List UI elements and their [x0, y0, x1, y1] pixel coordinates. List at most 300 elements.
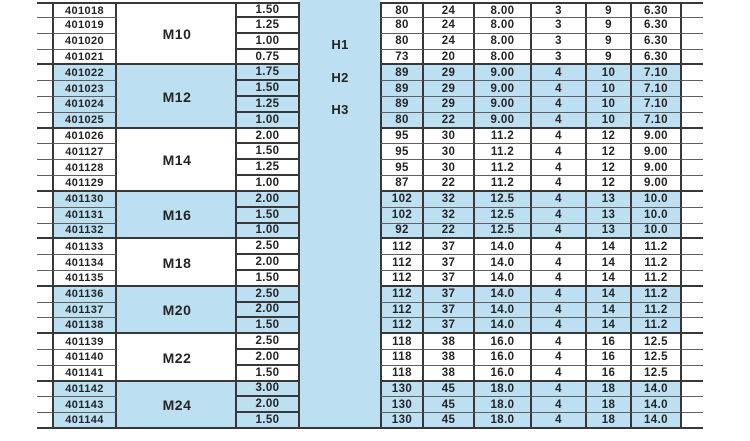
article-number-cell: 401018 [52, 2, 117, 18]
tolerance-spacer [300, 113, 380, 129]
dimension-cell: 14.0 [475, 255, 532, 271]
article-number-cell: 401128 [52, 160, 117, 176]
pitch-cell: 1.00 [237, 176, 300, 192]
table-row [37, 382, 703, 398]
stub-left [37, 18, 52, 34]
dimension-cell: 95 [380, 129, 424, 145]
pitch-cell: 1.50 [237, 81, 300, 97]
stub-left [37, 239, 52, 255]
thread-size-cell [117, 303, 237, 319]
dimension-cell: 118 [380, 334, 424, 350]
dimension-cell: 8.00 [475, 50, 532, 66]
table-row [37, 113, 703, 129]
stub-right [682, 303, 703, 319]
tolerance-class-label: H2 [331, 70, 349, 85]
tolerance-spacer [300, 50, 380, 66]
dimension-cell: 4 [532, 176, 587, 192]
dimension-cell: 102 [380, 192, 424, 208]
dimension-cell: 14 [587, 271, 632, 287]
dimension-cell: 13 [587, 208, 632, 224]
article-number-cell: 401023 [52, 81, 117, 97]
dimension-cell: 10 [587, 97, 632, 113]
dimension-cell: 4 [532, 382, 587, 398]
dimension-cell: 3 [532, 18, 587, 34]
thread-size-cell [117, 271, 237, 287]
dimension-cell: 11.2 [632, 255, 682, 271]
dimension-cell: 14.0 [632, 382, 682, 398]
table-row [37, 2, 703, 18]
dimension-cell: 38 [424, 350, 475, 366]
thread-size-label: M20 [162, 302, 192, 319]
thread-size-cell [117, 287, 237, 303]
tolerance-spacer [300, 144, 380, 160]
dimension-cell: 12.5 [475, 224, 532, 240]
dimension-cell: 4 [532, 81, 587, 97]
thread-size-label: M12 [162, 88, 192, 105]
article-number-cell: 401026 [52, 129, 117, 145]
dimension-cell: 112 [380, 271, 424, 287]
pitch-cell: 3.00 [237, 382, 300, 398]
dimension-cell: 95 [380, 144, 424, 160]
dimension-cell: 12 [587, 129, 632, 145]
table-row [37, 50, 703, 66]
article-number-cell: 401020 [52, 34, 117, 50]
thread-size-label: M18 [162, 254, 192, 271]
dimension-cell: 22 [424, 176, 475, 192]
tolerance-spacer [300, 192, 380, 208]
article-number-cell: 401141 [52, 366, 117, 382]
dimension-cell: 11.2 [475, 160, 532, 176]
stub-right [682, 224, 703, 240]
pitch-cell: 2.00 [237, 129, 300, 145]
thread-size-cell [117, 18, 237, 34]
pitch-cell: 2.00 [237, 303, 300, 319]
dimension-cell: 12 [587, 160, 632, 176]
article-number-cell: 401021 [52, 50, 117, 66]
dimension-cell: 37 [424, 239, 475, 255]
dimension-cell: 13 [587, 224, 632, 240]
tolerance-spacer [300, 129, 380, 145]
tolerance-spacer [300, 18, 380, 34]
dimension-cell: 24 [424, 2, 475, 18]
thread-size-cell [117, 113, 237, 129]
stub-left [37, 397, 52, 413]
pitch-cell: 1.00 [237, 113, 300, 129]
pitch-cell: 1.25 [237, 97, 300, 113]
dimension-cell: 24 [424, 34, 475, 50]
dimension-cell: 9.00 [632, 144, 682, 160]
tolerance-spacer [300, 176, 380, 192]
dimension-cell: 16.0 [475, 334, 532, 350]
dimension-cell: 11.2 [475, 144, 532, 160]
dimension-cell: 14 [587, 318, 632, 334]
stub-left [37, 334, 52, 350]
pitch-cell: 1.25 [237, 160, 300, 176]
pitch-cell: 1.75 [237, 65, 300, 81]
dimension-cell: 16 [587, 334, 632, 350]
dimension-cell: 14.0 [632, 413, 682, 429]
dimension-cell: 9 [587, 50, 632, 66]
thread-size-cell [117, 318, 237, 334]
dimension-cell: 14.0 [632, 397, 682, 413]
dimension-cell: 80 [380, 2, 424, 18]
pitch-cell: 1.50 [237, 318, 300, 334]
article-number-cell: 401135 [52, 271, 117, 287]
dimension-cell: 8.00 [475, 2, 532, 18]
stub-left [37, 271, 52, 287]
stub-left [37, 2, 52, 18]
stub-right [682, 397, 703, 413]
thread-size-cell [117, 81, 237, 97]
article-number-cell: 401142 [52, 382, 117, 398]
dimension-cell: 6.30 [632, 2, 682, 18]
dimension-cell: 4 [532, 97, 587, 113]
stub-left [37, 65, 52, 81]
pitch-cell: 2.50 [237, 239, 300, 255]
pitch-cell: 1.00 [237, 34, 300, 50]
table-row [37, 239, 703, 255]
spec-table-body [37, 2, 703, 429]
stub-right [682, 239, 703, 255]
stub-left [37, 366, 52, 382]
table-row [37, 271, 703, 287]
dimension-cell: 95 [380, 160, 424, 176]
stub-left [37, 144, 52, 160]
stub-right [682, 2, 703, 18]
pitch-cell: 1.50 [237, 413, 300, 429]
tolerance-spacer [300, 81, 380, 97]
stub-left [37, 34, 52, 50]
tolerance-spacer [300, 255, 380, 271]
article-number-cell: 401025 [52, 113, 117, 129]
dimension-cell: 11.2 [632, 239, 682, 255]
tolerance-spacer [300, 34, 380, 50]
dimension-cell: 12 [587, 176, 632, 192]
dimension-cell: 4 [532, 255, 587, 271]
thread-size-cell [117, 239, 237, 255]
thread-size-label: M22 [162, 349, 192, 366]
article-number-cell: 401022 [52, 65, 117, 81]
dimension-cell: 9.00 [475, 65, 532, 81]
pitch-cell: 2.00 [237, 397, 300, 413]
dimension-cell: 13 [587, 192, 632, 208]
thread-size-cell [117, 160, 237, 176]
dimension-cell: 37 [424, 271, 475, 287]
dimension-cell: 10.0 [632, 208, 682, 224]
dimension-cell: 11.2 [475, 176, 532, 192]
dimension-cell: 9.00 [632, 160, 682, 176]
table-row [37, 34, 703, 50]
stub-left [37, 50, 52, 66]
dimension-cell: 8.00 [475, 34, 532, 50]
stub-left [37, 81, 52, 97]
dimension-cell: 89 [380, 97, 424, 113]
dimension-cell: 3 [532, 2, 587, 18]
dimension-cell: 9.00 [632, 176, 682, 192]
table-row [37, 366, 703, 382]
article-number-cell: 401138 [52, 318, 117, 334]
dimension-cell: 102 [380, 208, 424, 224]
dimension-cell: 38 [424, 334, 475, 350]
dimension-cell: 89 [380, 81, 424, 97]
dimension-cell: 9.00 [475, 113, 532, 129]
dimension-cell: 16.0 [475, 350, 532, 366]
thread-size-label: M24 [162, 397, 192, 414]
pitch-cell: 1.25 [237, 18, 300, 34]
dimension-cell: 130 [380, 397, 424, 413]
tolerance-spacer [300, 303, 380, 319]
thread-size-cell [117, 413, 237, 429]
article-number-cell: 401019 [52, 18, 117, 34]
tolerance-spacer [300, 160, 380, 176]
pitch-cell: 2.00 [237, 350, 300, 366]
dimension-cell: 16 [587, 366, 632, 382]
article-number-cell: 401132 [52, 224, 117, 240]
dimension-cell: 4 [532, 144, 587, 160]
dimension-cell: 9 [587, 2, 632, 18]
dimension-cell: 4 [532, 239, 587, 255]
stub-right [682, 81, 703, 97]
article-number-cell: 401024 [52, 97, 117, 113]
pitch-cell: 1.00 [237, 224, 300, 240]
dimension-cell: 12.5 [475, 208, 532, 224]
pitch-cell: 1.50 [237, 366, 300, 382]
stub-right [682, 34, 703, 50]
thread-size-cell [117, 334, 237, 350]
article-number-cell: 401127 [52, 144, 117, 160]
tolerance-spacer [300, 97, 380, 113]
table-row [37, 350, 703, 366]
table-row [37, 303, 703, 319]
dimension-cell: 30 [424, 129, 475, 145]
dimension-cell: 4 [532, 65, 587, 81]
stub-left [37, 113, 52, 129]
stub-right [682, 413, 703, 429]
tolerance-spacer [300, 350, 380, 366]
dimension-cell: 12 [587, 144, 632, 160]
table-row [37, 287, 703, 303]
tolerance-class-label: H3 [331, 102, 349, 117]
dimension-cell: 14 [587, 239, 632, 255]
dimension-cell: 6.30 [632, 50, 682, 66]
dimension-cell: 4 [532, 397, 587, 413]
table-row [37, 18, 703, 34]
dimension-cell: 7.10 [632, 97, 682, 113]
dimension-cell: 4 [532, 129, 587, 145]
tolerance-spacer [300, 224, 380, 240]
pitch-cell: 1.50 [237, 208, 300, 224]
dimension-cell: 130 [380, 413, 424, 429]
dimension-cell: 12.5 [632, 366, 682, 382]
dimension-cell: 118 [380, 366, 424, 382]
stub-right [682, 97, 703, 113]
thread-size-label: M10 [162, 25, 192, 42]
article-number-cell: 401130 [52, 192, 117, 208]
stub-right [682, 366, 703, 382]
stub-left [37, 97, 52, 113]
dimension-cell: 3 [532, 34, 587, 50]
table-row [37, 160, 703, 176]
article-number-cell: 401144 [52, 413, 117, 429]
dimension-cell: 14.0 [475, 318, 532, 334]
stub-left [37, 303, 52, 319]
stub-left [37, 382, 52, 398]
dimension-cell: 73 [380, 50, 424, 66]
stub-right [682, 160, 703, 176]
dimension-cell: 32 [424, 208, 475, 224]
pitch-cell: 2.00 [237, 192, 300, 208]
thread-size-cell [117, 144, 237, 160]
tolerance-spacer [300, 2, 380, 18]
thread-size-cell [117, 50, 237, 66]
stub-right [682, 113, 703, 129]
thread-size-cell [117, 366, 237, 382]
stub-left [37, 160, 52, 176]
stub-right [682, 192, 703, 208]
dimension-cell: 4 [532, 366, 587, 382]
stub-right [682, 350, 703, 366]
dimension-cell: 9 [587, 18, 632, 34]
stub-right [682, 271, 703, 287]
dimension-cell: 18 [587, 413, 632, 429]
dimension-cell: 89 [380, 65, 424, 81]
thread-size-label: M16 [162, 207, 192, 224]
dimension-cell: 20 [424, 50, 475, 66]
dimension-cell: 130 [380, 382, 424, 398]
dimension-cell: 14.0 [475, 239, 532, 255]
stub-left [37, 350, 52, 366]
dimension-cell: 4 [532, 413, 587, 429]
dimension-cell: 4 [532, 192, 587, 208]
dimension-cell: 4 [532, 224, 587, 240]
stub-left [37, 192, 52, 208]
pitch-cell: 2.50 [237, 334, 300, 350]
table-row [37, 334, 703, 350]
dimension-cell: 37 [424, 287, 475, 303]
dimension-cell: 112 [380, 255, 424, 271]
article-number-cell: 401131 [52, 208, 117, 224]
dimension-cell: 38 [424, 366, 475, 382]
dimension-cell: 80 [380, 18, 424, 34]
tolerance-spacer [300, 413, 380, 429]
dimension-cell: 4 [532, 271, 587, 287]
dimension-cell: 7.10 [632, 113, 682, 129]
thread-size-cell [117, 176, 237, 192]
dimension-cell: 18.0 [475, 382, 532, 398]
dimension-cell: 112 [380, 287, 424, 303]
dimension-cell: 30 [424, 144, 475, 160]
table-row [37, 129, 703, 145]
dimension-cell: 14 [587, 287, 632, 303]
table-row [37, 144, 703, 160]
tolerance-spacer [300, 239, 380, 255]
dimension-cell: 45 [424, 382, 475, 398]
thread-size-cell [117, 224, 237, 240]
table-row [37, 65, 703, 81]
dimension-cell: 14.0 [475, 287, 532, 303]
dimension-cell: 14 [587, 255, 632, 271]
dimension-cell: 22 [424, 113, 475, 129]
dimension-cell: 12.5 [632, 350, 682, 366]
stub-right [682, 334, 703, 350]
dimension-cell: 87 [380, 176, 424, 192]
dimension-cell: 4 [532, 334, 587, 350]
dimension-cell: 9 [587, 34, 632, 50]
tolerance-spacer [300, 287, 380, 303]
dimension-cell: 10 [587, 65, 632, 81]
stub-left [37, 318, 52, 334]
table-row [37, 318, 703, 334]
dimension-cell: 11.2 [632, 303, 682, 319]
table-row [37, 97, 703, 113]
dimension-cell: 4 [532, 303, 587, 319]
tolerance-spacer [300, 334, 380, 350]
dimension-cell: 11.2 [632, 271, 682, 287]
thread-size-cell [117, 208, 237, 224]
tolerance-spacer [300, 271, 380, 287]
dimension-cell: 37 [424, 303, 475, 319]
stub-right [682, 144, 703, 160]
pitch-cell: 2.50 [237, 287, 300, 303]
pitch-cell: 1.50 [237, 2, 300, 18]
article-number-cell: 401129 [52, 176, 117, 192]
stub-right [682, 50, 703, 66]
dimension-cell: 45 [424, 413, 475, 429]
tolerance-spacer [300, 65, 380, 81]
table-row [37, 413, 703, 429]
dimension-cell: 9.00 [475, 97, 532, 113]
dimension-cell: 6.30 [632, 18, 682, 34]
dimension-cell: 6.30 [632, 34, 682, 50]
dimension-cell: 16 [587, 350, 632, 366]
tolerance-spacer [300, 382, 380, 398]
article-number-cell: 401143 [52, 397, 117, 413]
stub-left [37, 413, 52, 429]
stub-right [682, 176, 703, 192]
dimension-cell: 7.10 [632, 65, 682, 81]
dimension-cell: 11.2 [475, 129, 532, 145]
thread-size-cell [117, 97, 237, 113]
stub-left [37, 129, 52, 145]
table-row [37, 397, 703, 413]
dimension-cell: 12.5 [632, 334, 682, 350]
dimension-cell: 7.10 [632, 81, 682, 97]
article-number-cell: 401133 [52, 239, 117, 255]
dimension-cell: 3 [532, 50, 587, 66]
dimension-cell: 9.00 [632, 129, 682, 145]
stub-right [682, 18, 703, 34]
dimension-cell: 30 [424, 160, 475, 176]
dimension-cell: 11.2 [632, 287, 682, 303]
tolerance-spacer [300, 318, 380, 334]
stub-left [37, 224, 52, 240]
dimension-cell: 4 [532, 113, 587, 129]
dimension-cell: 10 [587, 113, 632, 129]
dimension-cell: 14.0 [475, 303, 532, 319]
dimension-cell: 45 [424, 397, 475, 413]
stub-right [682, 65, 703, 81]
dimension-cell: 10 [587, 81, 632, 97]
thread-size-label: M14 [162, 152, 192, 169]
article-number-cell: 401137 [52, 303, 117, 319]
dimension-cell: 12.5 [475, 192, 532, 208]
dimension-cell: 8.00 [475, 18, 532, 34]
stub-left [37, 287, 52, 303]
tolerance-class-label: H1 [331, 37, 349, 52]
thread-size-cell [117, 255, 237, 271]
dimension-cell: 4 [532, 208, 587, 224]
thread-size-cell [117, 129, 237, 145]
